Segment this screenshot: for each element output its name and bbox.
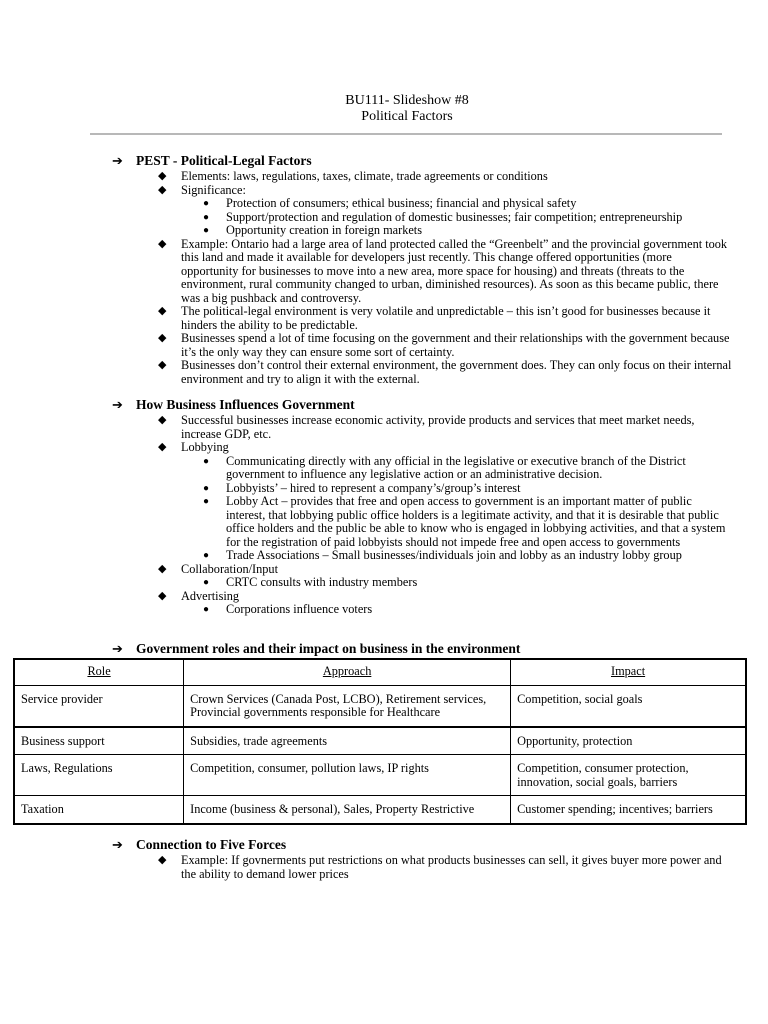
list-item: ◆ Businesses spend a lot of time focusing on the government and their relationships with the government because it’s the only way they can ensure some sort of certainty. <box>158 331 730 359</box>
list-item: ◆ Example: If govnerments put restrictions on what products businesses can sell, it gives buyer more power and the ability to demand lower prices <box>158 853 722 881</box>
list-item: ◆ Advertising ● Corporations influence voters <box>112 590 732 617</box>
roles-table <box>13 658 747 825</box>
list-item: ◆ The political-legal environment is very volatile and unpredictable – this isn’t good for businesses because it hinders the ability to be predictable. <box>158 304 711 332</box>
diamond-bullet-icon: ◆ <box>158 170 167 182</box>
section-heading: ➔ How Business Influences Government <box>112 397 355 412</box>
title-divider <box>90 133 722 135</box>
table-cell: Income (business & personal), Sales, Property Restrictive <box>184 796 511 824</box>
section-heading: ➔ PEST - Political-Legal Factors <box>112 153 312 168</box>
arrow-bullet-icon: ➔ <box>112 153 123 168</box>
table-cell: Service provider <box>14 685 184 727</box>
table-cell: Competition, consumer, pollution laws, IP rights <box>184 755 511 796</box>
section-five-forces <box>112 837 732 881</box>
table-row <box>14 796 746 824</box>
sub-list <box>181 603 732 617</box>
section-influence <box>112 397 732 617</box>
dot-bullet-icon: ● <box>203 577 210 588</box>
diamond-bullet-icon: ◆ <box>158 359 167 371</box>
list-item: ◆ Elements: laws, regulations, taxes, climate, trade agreements or conditions <box>158 169 548 183</box>
list-item: ◆ Significance: ● Protection of consumers; ethical business; financial and physical safety ● Support/protection and regulation of domestic businesses; fair competition; entrepreneurship ● Opportunity creation in foreign markets <box>112 184 732 238</box>
dot-bullet-icon: ● <box>203 496 210 507</box>
sub-list-item: ● CRTC consults with industry members <box>203 575 418 589</box>
sub-list-item: ● Lobbyists’ – hired to represent a company’s/group’s interest <box>203 480 521 495</box>
sub-list-item: ● Protection of consumers; ethical business; financial and physical safety <box>203 196 577 210</box>
list-item: ◆ Lobbying ● Communicating directly with any official in the legislative or executive branch of the District government to influence any legislative action or an administrative decision. ● Lobbyists’ – hired to represent a company’s/group’s interest ● Lobby Act – provides that free and open access to government is an important matter of public interest, that lobbying public office holders is a legitimate activity, and that it is desirable that public office holders and the public be able to know who is engaged in lobbying activities, and that a system for the registration of paid lobbyists should not impede free and open access to governments ● Trade Associations – Small businesses/individuals join and lobby as an industry lobby group <box>112 441 732 563</box>
sub-list-item: ● Corporations influence voters <box>203 602 373 616</box>
sub-list <box>181 197 732 238</box>
diamond-bullet-icon: ◆ <box>158 414 167 426</box>
bullet-list <box>112 854 732 881</box>
sub-list-item: ● Lobby Act – provides that free and open access to government is an important matter of public interest, that lobbying public office holders is a legitimate activity, and that it is desirable that public office holders and the public be able to know who is engaged in lobbying activities, and that a system for the registration of paid lobbyists should not impede free and open access to governments <box>203 494 726 549</box>
sub-list-item: ● Communicating directly with any official in the legislative or executive branch of the District government to influence any legislative action or an administrative decision. <box>203 453 686 481</box>
dot-bullet-icon: ● <box>203 482 210 494</box>
bullet-list <box>112 414 732 617</box>
sub-list-item: ● Opportunity creation in foreign markets <box>203 223 423 237</box>
section-heading: ➔ Government roles and their impact on business in the environment <box>112 641 521 656</box>
title-line-1: BU111- Slideshow #8 <box>345 93 469 108</box>
dot-bullet-icon: ● <box>203 211 210 223</box>
table-cell: Competition, social goals <box>511 685 746 727</box>
dot-bullet-icon: ● <box>203 604 210 615</box>
dot-bullet-icon: ● <box>203 550 210 561</box>
column-header-role: Role <box>14 659 184 685</box>
dot-bullet-icon: ● <box>203 225 210 236</box>
table-cell: Opportunity, protection <box>511 727 746 755</box>
list-item: ◆ Businesses don’t control their external environment, the government does. They can only focus on their internal environment and try to align it with the external. <box>158 358 732 386</box>
table-cell: Laws, Regulations <box>14 755 184 796</box>
document-title <box>0 93 768 125</box>
table-row <box>14 755 746 796</box>
list-item: ◆ Collaboration/Input ● CRTC consults with industry members <box>112 563 732 590</box>
diamond-bullet-icon: ◆ <box>158 854 167 866</box>
section-pest <box>112 153 732 386</box>
sub-list-item: ● Support/protection and regulation of domestic businesses; fair competition; entrepreneurship <box>203 209 683 224</box>
sub-list-item: ● Trade Associations – Small businesses/individuals join and lobby as an industry lobby group <box>203 548 682 562</box>
table-cell: Competition, consumer protection, innovation, social goals, barriers <box>511 755 746 796</box>
arrow-bullet-icon: ➔ <box>112 837 123 852</box>
sub-list <box>181 455 732 563</box>
table-cell: Crown Services (Canada Post, LCBO), Retirement services, Provincial governments responsible for Healthcare <box>184 685 511 727</box>
arrow-bullet-icon: ➔ <box>112 641 123 656</box>
column-header-impact: Impact <box>511 659 746 685</box>
diamond-bullet-icon: ◆ <box>158 441 167 453</box>
title-line-2: Political Factors <box>361 109 453 124</box>
table-row <box>14 727 746 755</box>
column-header-approach: Approach <box>184 659 511 685</box>
dot-bullet-icon: ● <box>203 455 210 467</box>
diamond-bullet-icon: ◆ <box>158 237 167 250</box>
arrow-bullet-icon: ➔ <box>112 397 123 412</box>
list-item: ◆ Example: Ontario had a large area of land protected called the “Greenbelt” and the provincial government took this land and made it available for developers just recently. This change offered opportunities (more opportunity for businesses to move into a new area, more space for housing) and threats (threats to the environment, rural community changed to urban, diminished resources). As soon as this became public, there was a big pushback and controversy. <box>158 236 728 305</box>
section-heading: ➔ Connection to Five Forces <box>112 837 287 852</box>
table-row <box>14 685 746 727</box>
dot-bullet-icon: ● <box>203 198 210 209</box>
diamond-bullet-icon: ◆ <box>158 589 167 602</box>
table-cell: Taxation <box>14 796 184 824</box>
diamond-bullet-icon: ◆ <box>158 332 167 344</box>
diamond-bullet-icon: ◆ <box>158 305 167 317</box>
diamond-bullet-icon: ◆ <box>158 183 167 196</box>
bullet-list <box>112 170 732 386</box>
table-header-row <box>14 659 746 685</box>
table-cell: Business support <box>14 727 184 755</box>
list-item: ◆ Successful businesses increase economic activity, provide products and services that meet market needs, increase GDP, etc. <box>158 413 695 441</box>
sub-list <box>181 576 732 590</box>
table-cell: Subsidies, trade agreements <box>184 727 511 755</box>
diamond-bullet-icon: ◆ <box>158 562 167 575</box>
table-cell: Customer spending; incentives; barriers <box>511 796 746 824</box>
section-roles <box>112 641 732 658</box>
